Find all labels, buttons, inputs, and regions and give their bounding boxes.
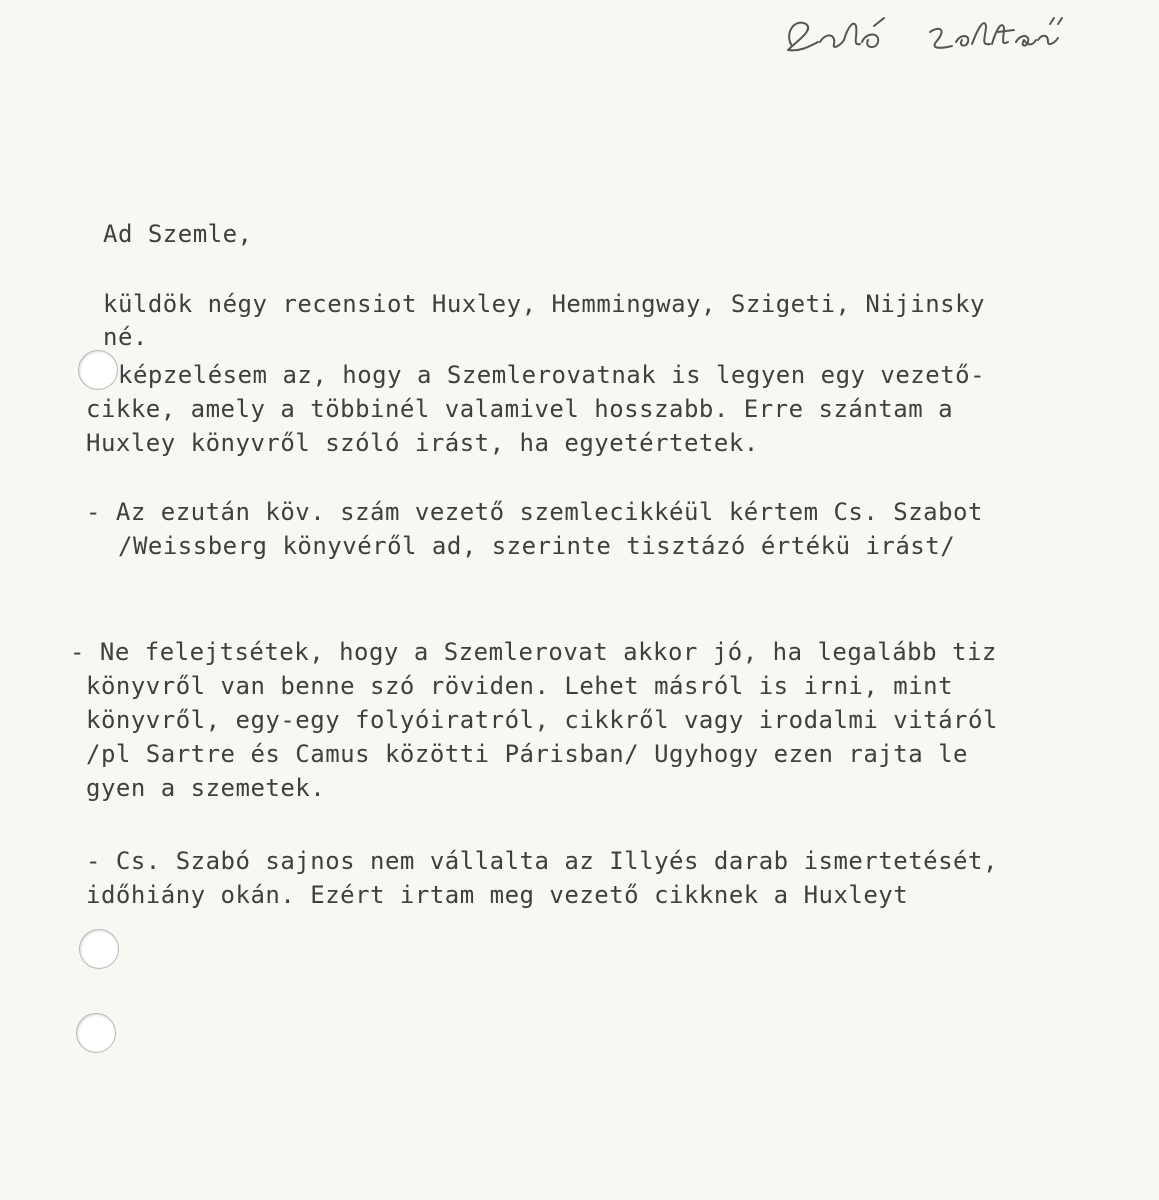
salutation: Ad Szemle,	[103, 220, 253, 248]
signature-scribble	[780, 6, 1110, 66]
paragraph-1-line-5: Huxley könyvről szóló irást, ha egyetértetek.	[86, 429, 759, 457]
punch-hole-middle	[79, 929, 119, 969]
paragraph-3-line-4: /pl Sartre és Camus közötti Párisban/ Ugyhogy ezen rajta le	[86, 740, 969, 768]
handwritten-signature	[780, 6, 1110, 66]
paragraph-1-line-4: cikke, amely a többinél valamivel hosszabb. Erre szántam a	[86, 395, 954, 423]
punch-hole-top	[78, 350, 118, 390]
paragraph-4-line-2: időhiány okán. Ezért irtam meg vezető cikknek a Huxleyt	[86, 881, 909, 909]
paragraph-3-line-3: könyvről, egy-egy folyóiratról, cikkről vagy irodalmi vitáról	[86, 706, 998, 734]
paragraph-2-line-1: - Az ezután köv. szám vezető szemlecikkéül kértem Cs. Szabot	[86, 498, 983, 526]
paragraph-2-line-2: /Weissberg könyvéről ad, szerinte tisztázó értékü irást/	[118, 532, 956, 560]
paragraph-1-line-2: né.	[103, 323, 148, 351]
paragraph-3-line-1: - Ne felejtsétek, hogy a Szemlerovat akkor jó, ha legalább tiz	[70, 638, 997, 666]
paragraph-3-line-2: könyvről van benne szó röviden. Lehet másról is irni, mint	[86, 672, 954, 700]
paragraph-1-line-3: képzelésem az, hogy a Szemlerovatnak is legyen egy vezető-	[118, 361, 986, 389]
paragraph-4-line-1: - Cs. Szabó sajnos nem vállalta az Illyés darab ismertetését,	[86, 847, 998, 875]
paragraph-1-line-1: küldök négy recensiot Huxley, Hemmingway, Szigeti, Nijinsky	[103, 290, 986, 318]
punch-hole-bottom	[76, 1013, 116, 1053]
paragraph-3-line-5: gyen a szemetek.	[86, 774, 326, 802]
